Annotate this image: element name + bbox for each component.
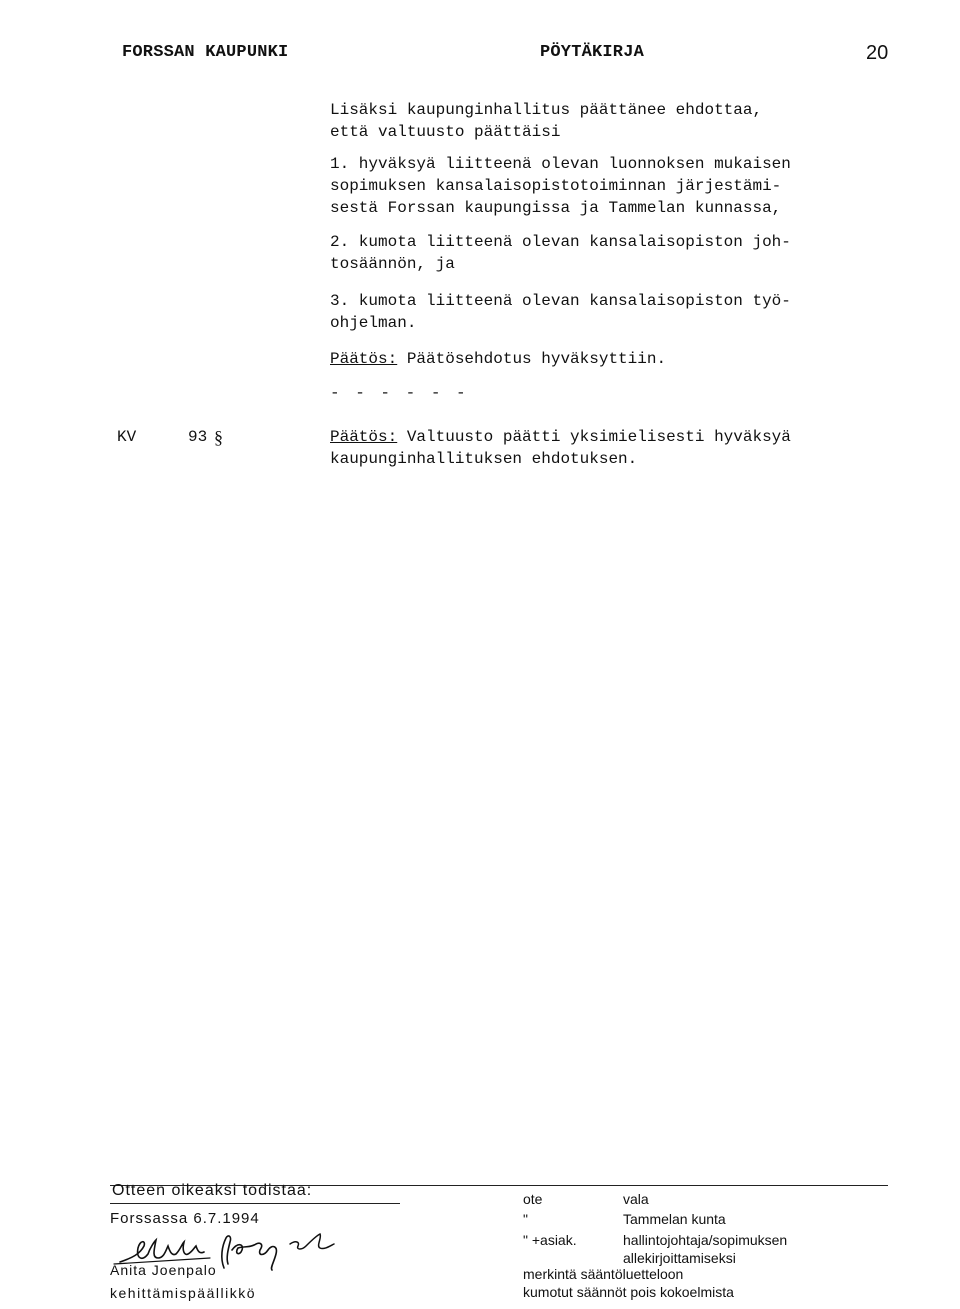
text-line: 1. hyväksyä liitteenä olevan luonnoksen mukaisen bbox=[330, 155, 791, 173]
text-line: Lisäksi kaupunginhallitus päättänee ehdottaa, bbox=[330, 101, 763, 119]
distribution-col1-row1: ote bbox=[523, 1191, 543, 1207]
council-decision bbox=[330, 426, 910, 470]
distribution-col2-row1: vala bbox=[623, 1191, 649, 1207]
text-line: tosäännön, ja bbox=[330, 255, 455, 273]
decision-text: Valtuusto päätti yksimielisesti hyväksyä bbox=[397, 428, 791, 446]
distribution-col2-row3: hallintojohtaja/sopimuksen bbox=[623, 1232, 788, 1248]
place-date: Forssassa 6.7.1994 bbox=[110, 1210, 260, 1227]
signer-title: kehittämispäällikkö bbox=[110, 1285, 256, 1301]
text-line: 3. kumota liitteenä olevan kansalaisopiston työ- bbox=[330, 292, 791, 310]
title-underline bbox=[110, 1203, 400, 1204]
distribution-col1-row2: " bbox=[523, 1211, 528, 1227]
distribution-col1-row3: " +asiak. bbox=[523, 1232, 577, 1248]
proposal-intro bbox=[330, 99, 910, 143]
signer-name: Anita Joenpalo bbox=[110, 1262, 217, 1278]
proposal-decision bbox=[330, 348, 910, 370]
distribution-col1-row5: merkintä sääntöluetteloon bbox=[523, 1266, 684, 1282]
distribution-col1-row6: kumotut säännöt pois kokoelmista bbox=[523, 1284, 734, 1300]
text-line: että valtuusto päättäisi bbox=[330, 123, 561, 141]
proposal-item-1 bbox=[330, 153, 910, 219]
proposal-item-3 bbox=[330, 290, 910, 334]
text-line: sestä Forssan kaupungissa ja Tammelan kunnassa, bbox=[330, 199, 782, 217]
text-line: 2. kumota liitteenä olevan kansalaisopiston joh- bbox=[330, 233, 791, 251]
distribution-col2-row2: Tammelan kunta bbox=[623, 1211, 726, 1227]
proposal-item-2 bbox=[330, 231, 910, 275]
section-symbol: § bbox=[214, 427, 223, 447]
council-body-label: KV bbox=[117, 428, 137, 446]
document-type: PÖYTÄKIRJA bbox=[540, 43, 645, 62]
decision-label: Päätös: bbox=[330, 428, 398, 446]
page-number: 20 bbox=[866, 42, 889, 64]
text-line: kaupunginhallituksen ehdotuksen. bbox=[330, 450, 638, 468]
text-line: sopimuksen kansalaisopistotoiminnan järjestämi- bbox=[330, 177, 782, 195]
decision-text: Päätösehdotus hyväksyttiin. bbox=[397, 350, 667, 368]
section-separator: - - - - - - bbox=[330, 384, 469, 402]
decision-label: Päätös: bbox=[330, 350, 398, 368]
organization-name: FORSSAN KAUPUNKI bbox=[122, 43, 289, 62]
text-line: ohjelman. bbox=[330, 314, 417, 332]
section-number: 93 bbox=[188, 428, 208, 446]
certification-title: Otteen oikeaksi todistaa: bbox=[112, 1182, 313, 1199]
distribution-col2-row4: allekirjoittamiseksi bbox=[623, 1250, 736, 1266]
